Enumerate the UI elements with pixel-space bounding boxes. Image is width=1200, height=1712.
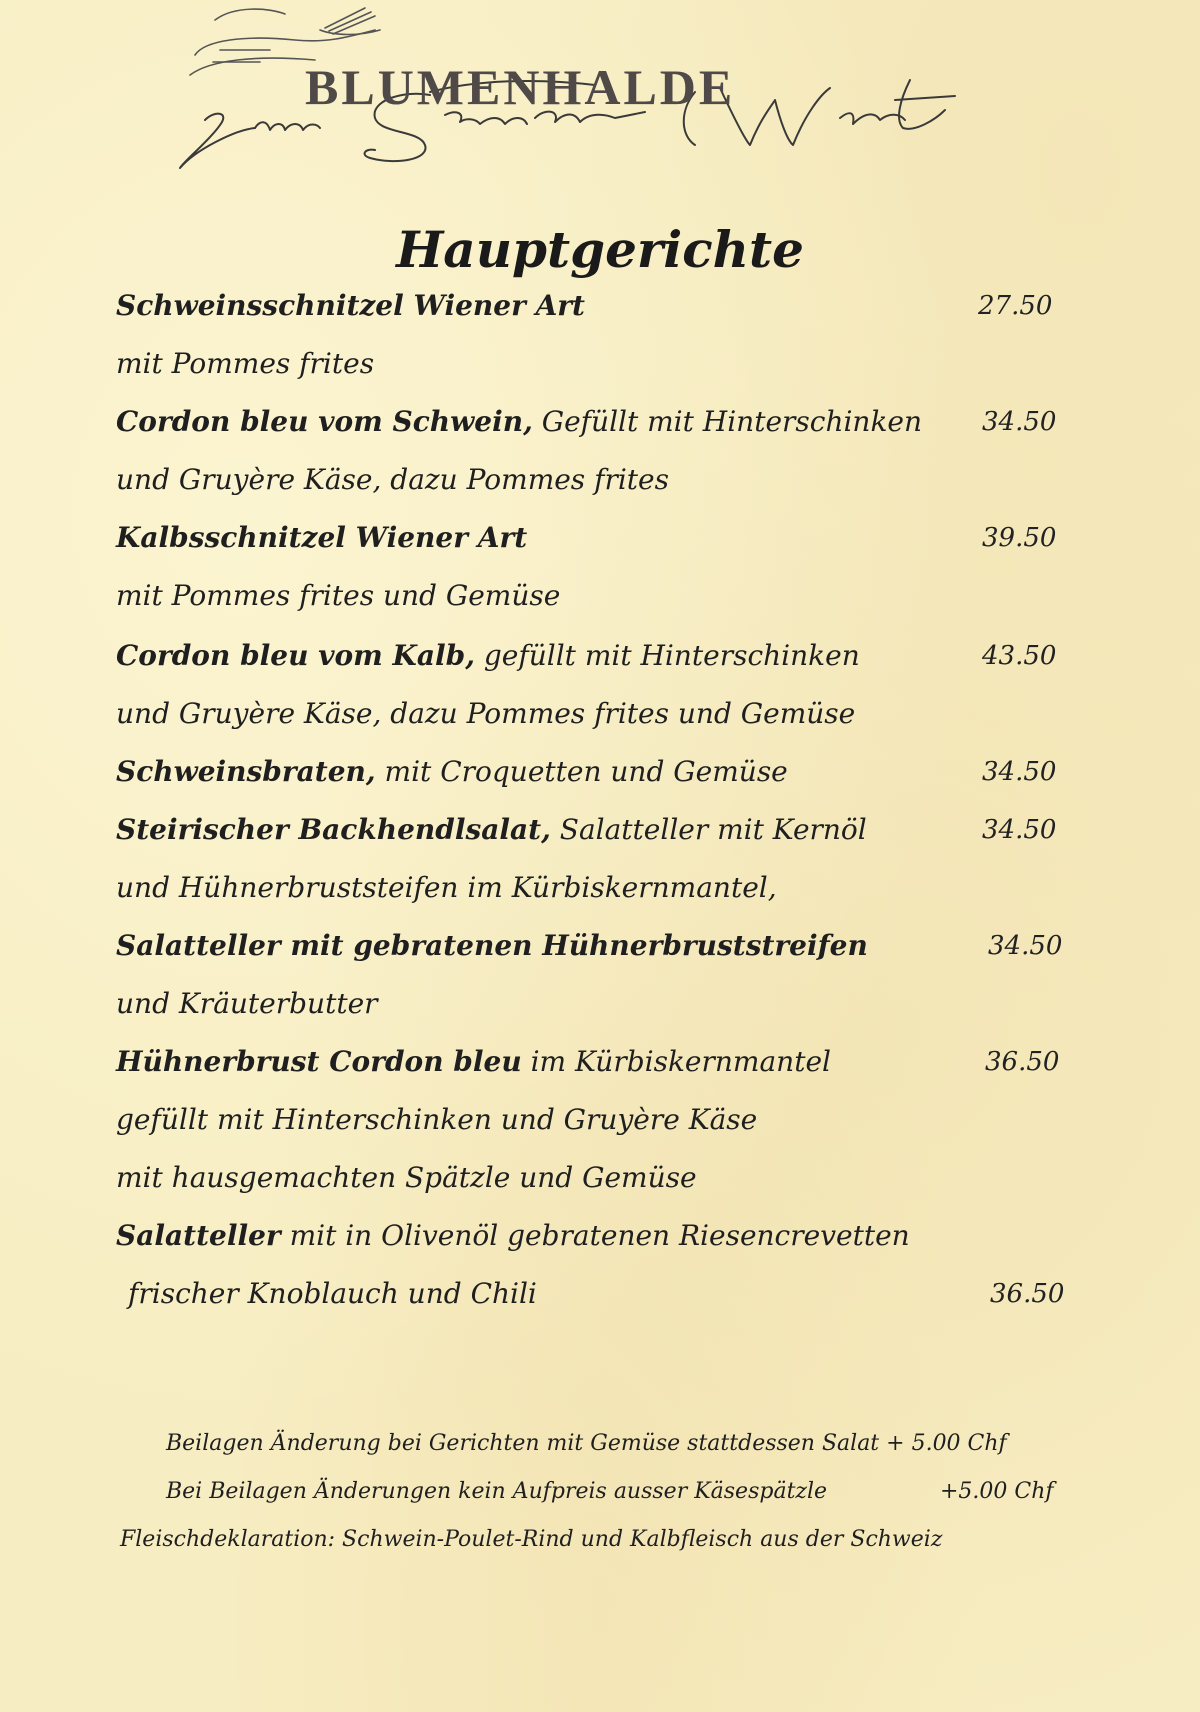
dish-name-line [116,636,860,676]
dish-price: 27.50 [978,291,1053,321]
dish-name: Hühnerbrust Cordon bleu [116,1045,522,1078]
dish-name-line [116,1042,831,1082]
dish-description: mit Croquetten und Gemüse [375,755,788,788]
dish-name: Schweinsschnitzel Wiener Art [116,289,585,322]
restaurant-logo [175,0,1015,190]
dish-price: 36.50 [985,1047,1060,1077]
dish-name-line [116,810,867,850]
dish-name-line [116,1216,910,1256]
dish-description: im Kürbiskernmantel [521,1045,831,1078]
footer-note-price: +5.00 Chf [940,1479,1054,1504]
dish-price: 34.50 [988,931,1063,961]
dish-price: 34.50 [982,815,1057,845]
dish-description: Salatteller mit Kernöl [550,813,867,846]
dish-name: Kalbsschnitzel Wiener Art [116,521,528,554]
dish-detail: und Hühnerbruststeifen im Kürbiskernmantel, [116,871,777,904]
dish-detail: gefüllt mit Hinterschinken und Gruyère Käse [116,1103,758,1136]
dish-detail: und Kräuterbutter [116,987,378,1020]
dish-detail: mit hausgemachten Spätzle und Gemüse [116,1161,697,1194]
footer-declaration: Fleischdeklaration: Schwein-Poulet-Rind und Kalbfleisch aus der Schweiz [120,1527,943,1552]
dish-detail: und Gruyère Käse, dazu Pommes frites [116,463,669,496]
dish-detail: mit Pommes frites [116,347,375,380]
dish-price: 36.50 [990,1279,1065,1309]
dish-name: Steirischer Backhendlsalat, [116,813,551,846]
dish-name-line [116,518,527,558]
dish-name-line [116,286,585,326]
dish-name-line [116,402,922,442]
dish-detail: mit Pommes frites und Gemüse [116,579,561,612]
footer-note: Beilagen Änderung bei Gerichten mit Gemüse stattdessen Salat + 5.00 Chf [166,1431,1007,1456]
dish-name: Schweinsbraten, [116,755,376,788]
dish-detail: frischer Knoblauch und Chili [128,1277,537,1310]
dish-description: gefüllt mit Hinterschinken [474,639,860,672]
dish-price: 34.50 [982,757,1057,787]
page-title: Hauptgerichte [396,220,804,279]
footer-note: Bei Beilagen Änderungen kein Aufpreis ausser Käsespätzle [166,1479,828,1504]
dish-name: Salatteller [116,1219,281,1252]
dish-name: Cordon bleu vom Schwein, [116,405,533,438]
dish-price: 39.50 [982,523,1057,553]
dish-name-line [116,926,868,966]
dish-description: mit in Olivenöl gebratenen Riesencrevetten [280,1219,910,1252]
logo-title: BLUMENHALDE [305,59,736,115]
dish-price: 34.50 [982,407,1057,437]
dish-detail: und Gruyère Käse, dazu Pommes frites und Gemüse [116,697,856,730]
dish-name: Cordon bleu vom Kalb, [116,639,475,672]
dish-price: 43.50 [982,641,1057,671]
dish-name: Salatteller mit gebratenen Hühnerbruststreifen [116,929,868,962]
dish-description: Gefüllt mit Hinterschinken [532,405,923,438]
dish-name-line [116,752,788,792]
